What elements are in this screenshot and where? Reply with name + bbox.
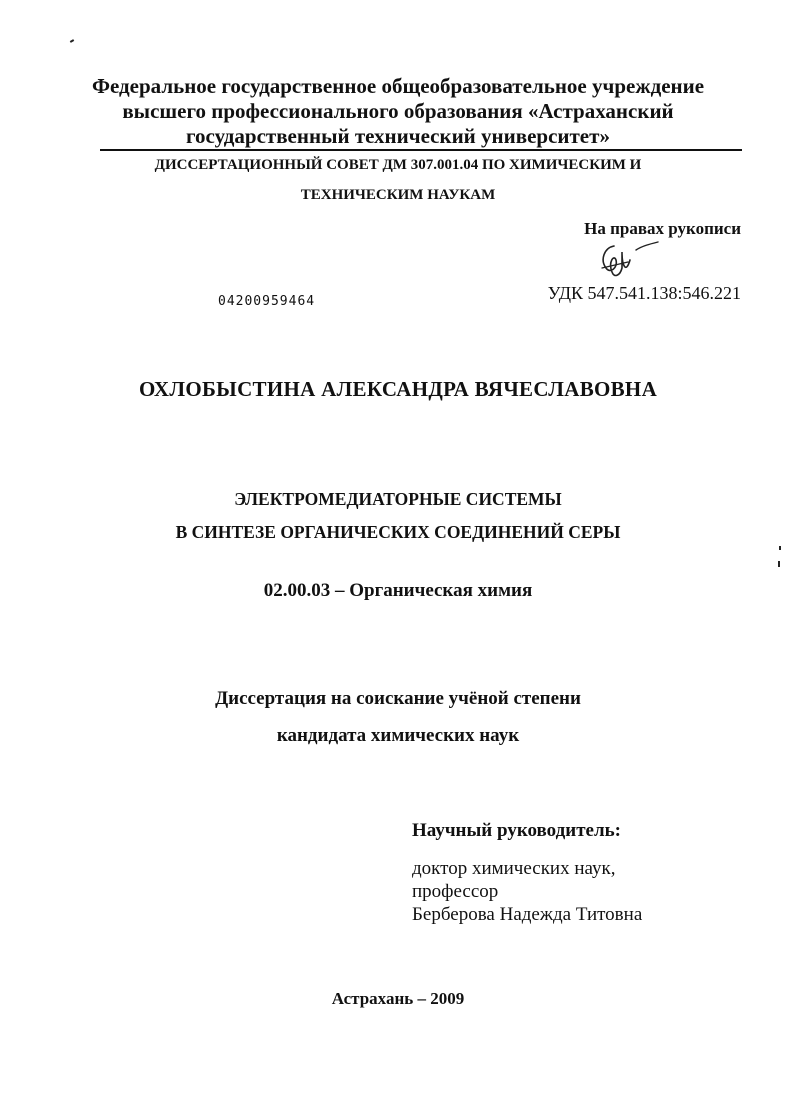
supervisor-title: профессор bbox=[412, 881, 499, 902]
udk-code: УДК 547.541.138:546.221 bbox=[547, 283, 741, 303]
thesis-title bbox=[0, 483, 796, 549]
scan-speck bbox=[778, 561, 780, 567]
signature bbox=[592, 238, 662, 284]
thesis-title-line-2: В СИНТЕЗЕ ОРГАНИЧЕСКИХ СОЕДИНЕНИЙ СЕРЫ bbox=[175, 522, 621, 542]
institution-line-2: высшего профессионального образования «Астраханский bbox=[122, 99, 674, 123]
scan-speck bbox=[70, 39, 74, 43]
council-line-2: ТЕХНИЧЕСКИМ НАУКАМ bbox=[300, 187, 496, 203]
supervisor-heading: Научный руководитель: bbox=[412, 820, 621, 841]
institution-block bbox=[0, 74, 796, 149]
thesis-title-line-1: ЭЛЕКТРОМЕДИАТОРНЫЕ СИСТЕМЫ bbox=[234, 489, 562, 509]
supervisor-name: Берберова Надежда Титовна bbox=[412, 904, 643, 925]
scan-speck bbox=[779, 546, 781, 550]
degree-statement bbox=[0, 680, 796, 754]
degree-line-1: Диссертация на соискание учёной степени bbox=[215, 688, 581, 709]
dissertation-council bbox=[0, 150, 796, 210]
supervisor-details bbox=[412, 857, 642, 926]
institution-line-1: Федеральное государственное общеобразовательное учреждение bbox=[91, 74, 705, 98]
institution-line-3: государственный технический университет» bbox=[186, 124, 610, 148]
author-name: ОХЛОБЫСТИНА АЛЕКСАНДРА ВЯЧЕСЛАВОВНА bbox=[138, 377, 658, 401]
library-stamp-number: 04200959464 bbox=[218, 294, 316, 309]
place-and-year: Астрахань – 2009 bbox=[331, 989, 465, 1008]
manuscript-rights-note: На правах рукописи bbox=[584, 219, 741, 238]
specialty-code: 02.00.03 – Органическая химия bbox=[263, 580, 533, 601]
degree-line-2: кандидата химических наук bbox=[276, 725, 520, 746]
supervisor-degree: доктор химических наук, bbox=[412, 858, 616, 879]
council-line-1: ДИССЕРТАЦИОННЫЙ СОВЕТ ДМ 307.001.04 ПО ХИМИЧЕСКИМ И bbox=[154, 157, 642, 173]
